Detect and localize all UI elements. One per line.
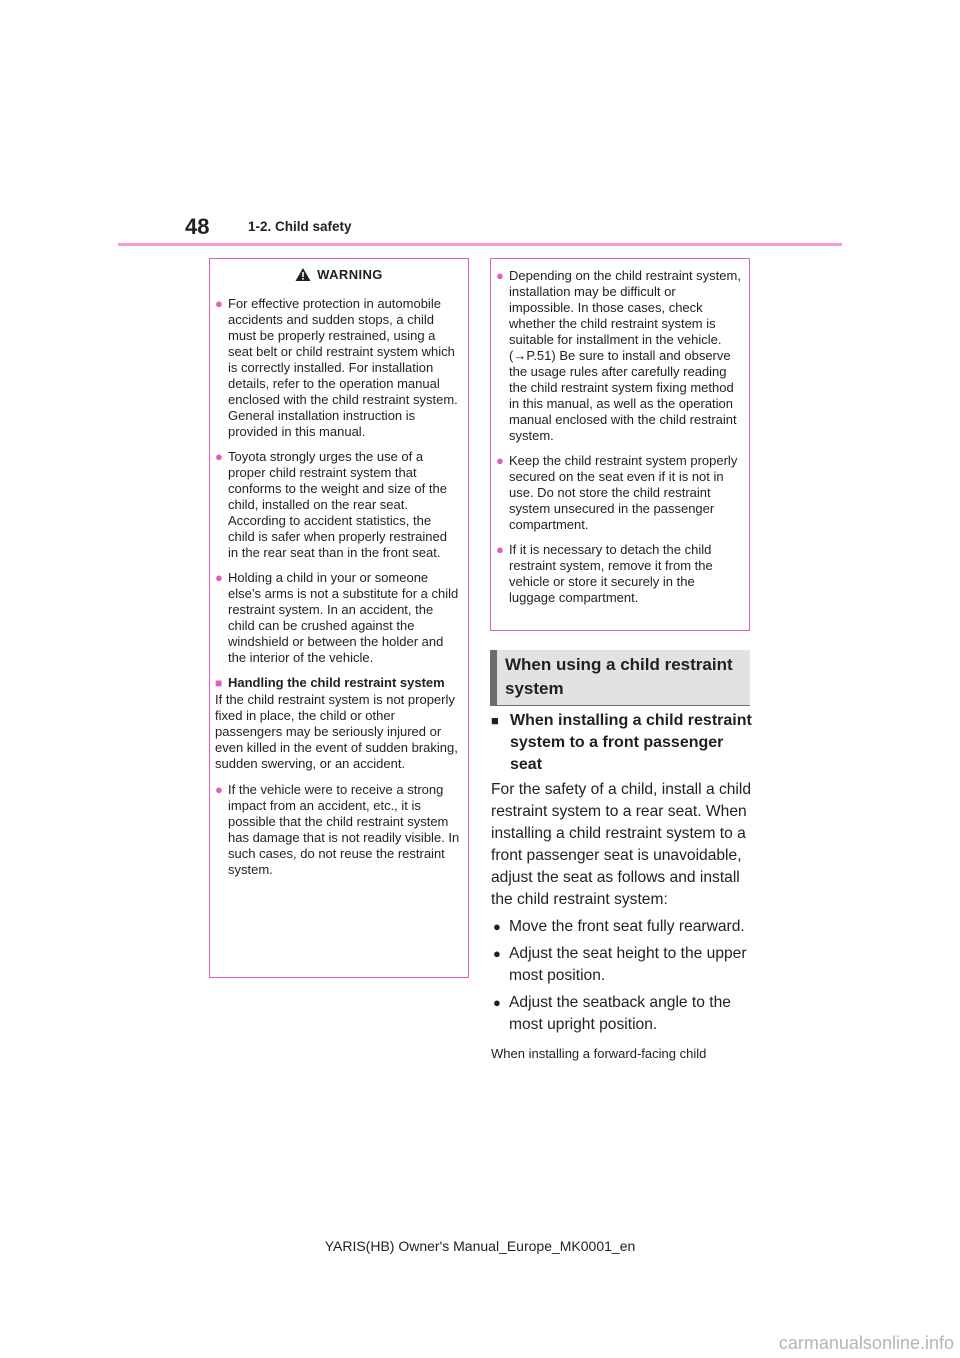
circle-bullet-icon: ● xyxy=(496,542,504,557)
header-rule xyxy=(118,243,842,246)
square-bullet-icon: ■ xyxy=(215,676,223,690)
section-title: 1-2. Child safety xyxy=(248,219,352,234)
body-column xyxy=(491,710,753,1062)
square-bullet-icon: ■ xyxy=(491,713,499,728)
warning-item xyxy=(496,453,741,533)
list-item-text: Adjust the seat height to the upper most position. xyxy=(509,945,747,984)
warning-box-left xyxy=(209,258,469,978)
circle-bullet-icon: ● xyxy=(215,782,223,797)
warning-item xyxy=(215,782,460,878)
warning-item xyxy=(215,296,460,440)
list-item xyxy=(491,943,753,987)
section-heading: When using a child restraint system xyxy=(490,650,750,705)
circle-bullet-icon: ● xyxy=(496,453,504,468)
warning-triangle-icon xyxy=(295,267,311,282)
filled-dot-icon: ● xyxy=(493,995,501,1010)
warning-item-text: Depending on the child restraint system, installation may be difficult or impossible. In those cases, check whether the child restraint system is suitable for installment in the vehicle. (→P.51) Be sure to install and observe the usage rules after carefully reading the child restraint system fixing method in this manual, as well as the operation manual enclosed with the child restraint system. xyxy=(509,268,741,443)
warning-item-text: Keep the child restraint system properly secured on the seat even if it is not in use. Do not store the child restraint system unsecured in the passenger compartment. xyxy=(509,453,738,532)
heading-underline xyxy=(490,705,750,706)
warning-item-text: Holding a child in your or someone else’s arms is not a substitute for a child restraint system. In an accident, the child can be crushed against the windshield or between the holder and the interior of the vehicle. xyxy=(228,570,459,665)
circle-bullet-icon: ● xyxy=(496,268,504,283)
warning-item-text: For effective protection in automobile accidents and sudden stops, a child must be properly restrained, using a seat belt or child restraint system which is correctly installed. For installation details, refer to the operation manual enclosed with the child restraint system. General installation instruction is provided in this manual. xyxy=(228,296,458,439)
subsection-heading xyxy=(491,710,753,776)
warning-item xyxy=(215,570,460,666)
list-item-text: Move the front seat fully rearward. xyxy=(509,918,745,935)
circle-bullet-icon: ● xyxy=(215,296,223,311)
warning-item xyxy=(496,268,741,444)
warning-header xyxy=(210,259,468,288)
warning-item-text: Toyota strongly urges the use of a proper child restraint system that conforms to the weight and size of the child, installed on the rear seat. According to accident statistics, the child is safer when properly restrained in the rear seat than in the front seat. xyxy=(228,449,447,560)
sub-heading-text: Handling the child restraint system xyxy=(228,675,445,690)
list-item-text: Adjust the seatback angle to the most upright position. xyxy=(509,994,731,1033)
subsection-paragraph: For the safety of a child, install a child restraint system to a rear seat. When installing a child restraint system to a front passenger seat is unavoidable, adjust the seat as follows and install the child restraint system: xyxy=(491,781,752,908)
trailing-text: When installing a forward-facing child xyxy=(491,1046,707,1061)
page-number: 48 xyxy=(185,214,210,239)
warning-item-text: If the vehicle were to receive a strong impact from an accident, etc., it is possible that the child restraint system has damage that is not readily visible. In such cases, do not reuse the restraint system. xyxy=(228,782,460,877)
list-item xyxy=(491,916,753,938)
warning-item xyxy=(496,542,741,606)
footer-text: YARIS(HB) Owner's Manual_Europe_MK0001_en xyxy=(324,1238,636,1254)
subsection-title: When installing a child restraint system to a front passenger seat xyxy=(510,712,752,773)
warning-title: WARNING xyxy=(317,266,383,282)
warning-sub-heading xyxy=(215,675,460,691)
circle-bullet-icon: ● xyxy=(215,449,223,464)
warning-item-text: If it is necessary to detach the child restraint system, remove it from the vehicle or store it securely in the luggage compartment. xyxy=(509,542,713,605)
filled-dot-icon: ● xyxy=(493,919,501,934)
filled-dot-icon: ● xyxy=(493,946,501,961)
list-item xyxy=(491,992,753,1036)
watermark: carmanualsonline.info xyxy=(778,1333,954,1353)
warning-item xyxy=(215,449,460,561)
circle-bullet-icon: ● xyxy=(215,570,223,585)
warning-sub-text: If the child restraint system is not properly fixed in place, the child or other passengers may be seriously injured or even killed in the event of sudden braking, sudden swerving, or an accident. xyxy=(215,692,458,771)
warning-box-right xyxy=(490,258,750,631)
